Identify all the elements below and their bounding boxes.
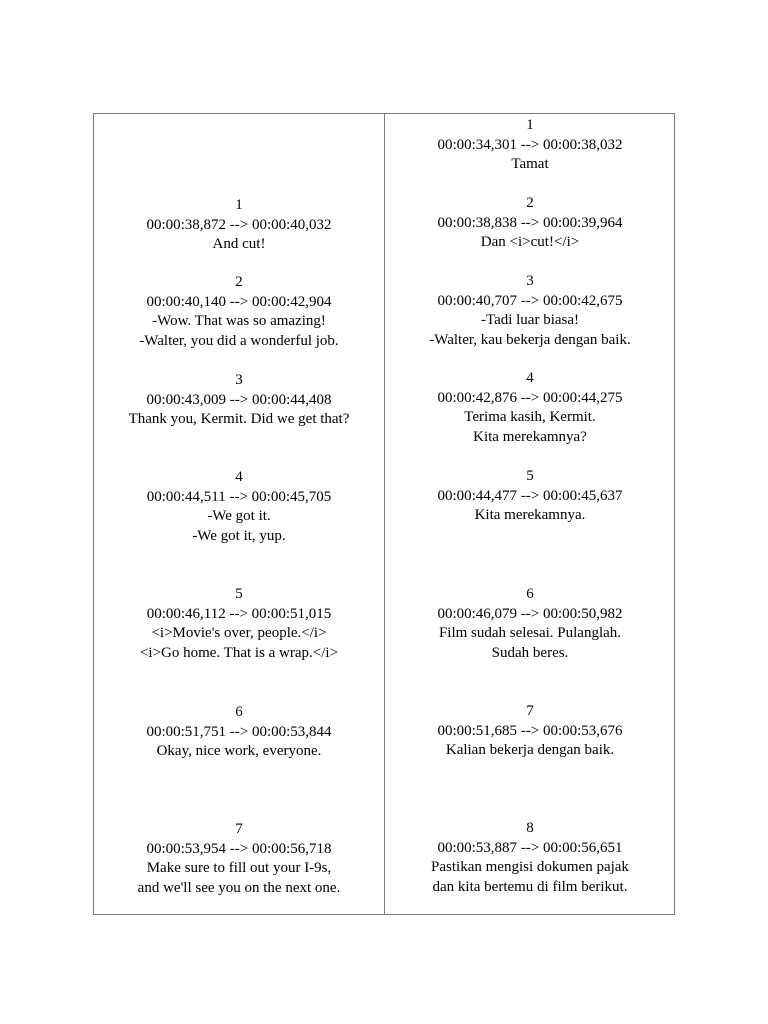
subtitle-entry xyxy=(94,273,384,351)
entry-line: and we'll see you on the next one. xyxy=(137,879,341,896)
entry-line: Pastikan mengisi dokumen pajak xyxy=(431,859,629,875)
entry-index: 1 xyxy=(526,117,534,133)
entry-line: Film sudah selesai. Pulanglah. xyxy=(438,625,622,641)
entry-line: -We got it, yup. xyxy=(192,527,286,544)
entry-timecode: 00:00:44,477 --> 00:00:45,637 xyxy=(437,487,623,504)
subtitle-entry xyxy=(385,369,675,447)
entry-index: 6 xyxy=(526,586,534,602)
entry-timecode: 00:00:38,872 --> 00:00:40,032 xyxy=(146,216,332,233)
entry-line: And cut! xyxy=(212,236,266,252)
subtitle-entry xyxy=(385,585,675,663)
entry-line: Thank you, Kermit. Did we get that? xyxy=(128,411,350,427)
entry-line: Make sure to fill out your I-9s, xyxy=(146,860,332,876)
entry-line: -Tadi luar biasa! xyxy=(480,312,580,328)
entry-line: Kalian bekerja dengan baik. xyxy=(445,742,615,758)
subtitle-entry xyxy=(385,116,675,175)
entry-index: 5 xyxy=(526,468,534,484)
entry-line: -Walter, you did a wonderful job. xyxy=(139,332,339,349)
subtitle-entry xyxy=(94,585,384,663)
entry-index: 1 xyxy=(235,197,243,213)
entry-timecode: 00:00:38,838 --> 00:00:39,964 xyxy=(437,214,623,231)
entry-timecode: 00:00:51,685 --> 00:00:53,676 xyxy=(437,722,623,739)
entry-index: 2 xyxy=(526,195,534,211)
entry-line: -Wow. That was so amazing! xyxy=(152,313,326,329)
entry-line: -We got it. xyxy=(207,508,271,524)
entry-timecode: 00:00:40,140 --> 00:00:42,904 xyxy=(146,293,332,310)
entry-line: -Walter, kau bekerja dengan baik. xyxy=(429,331,631,348)
entry-index: 3 xyxy=(526,273,534,289)
entry-line: Okay, nice work, everyone. xyxy=(156,743,322,759)
entry-line: Dan <i>cut!</i> xyxy=(480,234,580,250)
entry-line: Tamat xyxy=(511,156,549,172)
entry-timecode: 00:00:43,009 --> 00:00:44,408 xyxy=(146,391,332,408)
entry-line: Kita merekamnya? xyxy=(473,428,587,445)
subtitle-entry xyxy=(94,371,384,430)
entry-index: 2 xyxy=(235,274,243,290)
entry-line: Terima kasih, Kermit. xyxy=(464,409,596,425)
entry-timecode: 00:00:53,954 --> 00:00:56,718 xyxy=(146,840,332,857)
subtitle-entry xyxy=(385,272,675,350)
subtitle-entry xyxy=(94,820,384,898)
entry-timecode: 00:00:51,751 --> 00:00:53,844 xyxy=(146,723,332,740)
entry-index: 5 xyxy=(235,586,243,602)
indonesian-column xyxy=(385,114,675,914)
entry-line: <i>Go home. That is a wrap.</i> xyxy=(139,644,339,661)
entry-timecode: 00:00:53,887 --> 00:00:56,651 xyxy=(437,839,623,856)
entry-line: dan kita bertemu di film berikut. xyxy=(432,878,628,895)
entry-index: 4 xyxy=(235,469,243,485)
entry-index: 4 xyxy=(526,370,534,386)
entry-timecode: 00:00:44,511 --> 00:00:45,705 xyxy=(146,488,332,505)
entry-index: 6 xyxy=(235,704,243,720)
subtitle-table xyxy=(93,113,675,915)
subtitle-entry xyxy=(385,467,675,526)
entry-index: 8 xyxy=(526,820,534,836)
subtitle-entry xyxy=(385,819,675,897)
subtitle-entry xyxy=(94,703,384,762)
entry-timecode: 00:00:46,079 --> 00:00:50,982 xyxy=(437,605,623,622)
subtitle-entry xyxy=(94,196,384,255)
subtitle-entry xyxy=(385,194,675,253)
subtitle-entry xyxy=(94,468,384,546)
entry-timecode: 00:00:46,112 --> 00:00:51,015 xyxy=(146,605,332,622)
english-column xyxy=(94,114,384,914)
entry-index: 3 xyxy=(235,372,243,388)
entry-timecode: 00:00:42,876 --> 00:00:44,275 xyxy=(437,389,623,406)
entry-index: 7 xyxy=(526,703,534,719)
subtitle-entry xyxy=(385,702,675,761)
entry-line: <i>Movie's over, people.</i> xyxy=(151,625,327,641)
entry-line: Kita merekamnya. xyxy=(474,507,586,523)
entry-line: Sudah beres. xyxy=(491,644,569,661)
entry-timecode: 00:00:34,301 --> 00:00:38,032 xyxy=(437,136,623,153)
entry-index: 7 xyxy=(235,821,243,837)
entry-timecode: 00:00:40,707 --> 00:00:42,675 xyxy=(437,292,623,309)
